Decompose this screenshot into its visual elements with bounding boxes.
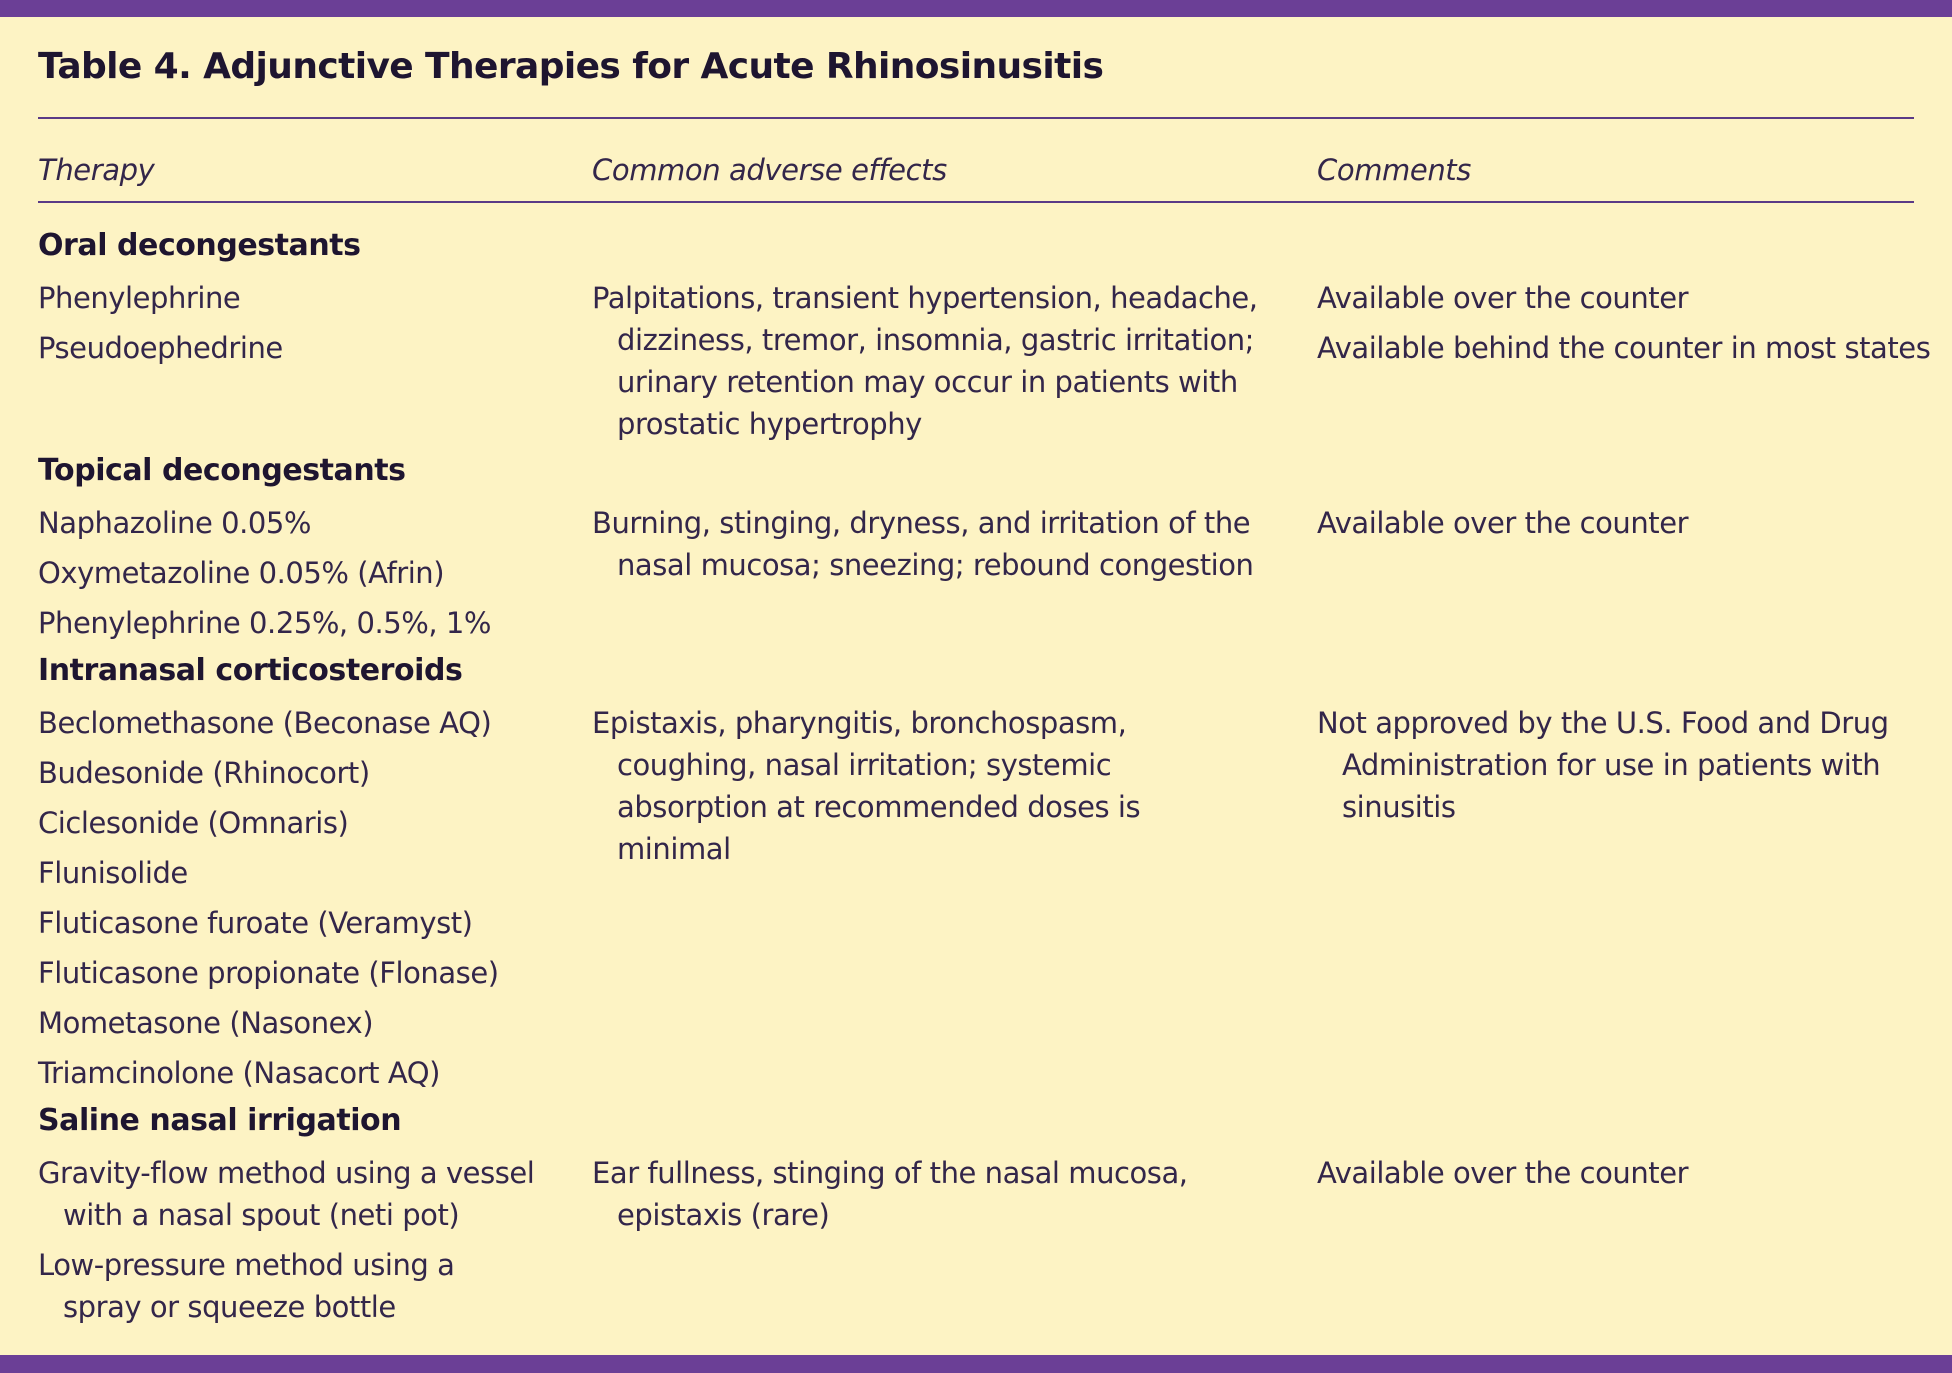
top-band bbox=[0, 0, 1952, 17]
therapy-item: Ciclesonide (Omnaris) bbox=[38, 806, 349, 840]
comment-cell: Available behind the counter in most states bbox=[1317, 331, 1931, 365]
therapy-item: Budesonide (Rhinocort) bbox=[38, 756, 370, 790]
header-rule bbox=[38, 201, 1914, 203]
adverse-effects-cell: Burning, stinging, dryness, and irritation of the nasal mucosa; sneezing; rebound congestion bbox=[592, 506, 1254, 582]
adverse-effects-cell: Epistaxis, pharyngitis, bronchospasm, coughing, nasal irritation; systemic absorption at recommended doses is minimal bbox=[592, 706, 1141, 866]
group-heading-intranasal-corticosteroids: Intranasal corticosteroids bbox=[38, 653, 463, 688]
bottom-band bbox=[0, 1355, 1952, 1373]
therapy-item: Phenylephrine 0.25%, 0.5%, 1% bbox=[38, 606, 491, 640]
comment-cell: Available over the counter bbox=[1317, 1156, 1689, 1190]
therapy-item: Flunisolide bbox=[38, 856, 188, 890]
therapy-item: Phenylephrine bbox=[38, 281, 241, 315]
adverse-effects-cell: Palpitations, transient hypertension, headache, dizziness, tremor, insomnia, gastric irritation; urinary retention may occur in patients with prostatic hypertrophy bbox=[592, 281, 1258, 441]
therapy-item: Oxymetazoline 0.05% (Afrin) bbox=[38, 556, 445, 590]
therapy-item: Triamcinolone (Nasacort AQ) bbox=[38, 1056, 440, 1090]
therapy-item: Pseudoephedrine bbox=[38, 331, 283, 365]
group-heading-topical-decongestants: Topical decongestants bbox=[38, 453, 406, 488]
therapy-item: Low-pressure method using a spray or squeeze bottle bbox=[38, 1248, 455, 1324]
group-heading-saline-nasal-irrigation: Saline nasal irrigation bbox=[38, 1103, 402, 1138]
therapy-item: Naphazoline 0.05% bbox=[38, 506, 312, 540]
adverse-effects-cell: Ear fullness, stinging of the nasal mucosa, epistaxis (rare) bbox=[592, 1156, 1188, 1232]
comment-cell: Available over the counter bbox=[1317, 506, 1689, 540]
therapy-item: Mometasone (Nasonex) bbox=[38, 1006, 374, 1040]
therapy-item: Beclomethasone (Beconase AQ) bbox=[38, 706, 492, 740]
table-title: Table 4. Adjunctive Therapies for Acute Rhinosinusitis bbox=[38, 46, 1104, 87]
column-header-comments: Comments bbox=[1317, 153, 1471, 187]
group-heading-oral-decongestants: Oral decongestants bbox=[38, 228, 361, 263]
title-rule bbox=[38, 117, 1914, 119]
column-header-adverse-effects: Common adverse effects bbox=[592, 153, 947, 187]
therapy-item: Fluticasone furoate (Veramyst) bbox=[38, 906, 473, 940]
therapy-item: Gravity-flow method using a vessel with a nasal spout (neti pot) bbox=[38, 1156, 535, 1232]
comment-cell: Available over the counter bbox=[1317, 281, 1689, 315]
comment-cell: Not approved by the U.S. Food and Drug Administration for use in patients with sinusitis bbox=[1317, 706, 1889, 824]
therapy-item: Fluticasone propionate (Flonase) bbox=[38, 956, 499, 990]
column-header-therapy: Therapy bbox=[38, 153, 155, 187]
